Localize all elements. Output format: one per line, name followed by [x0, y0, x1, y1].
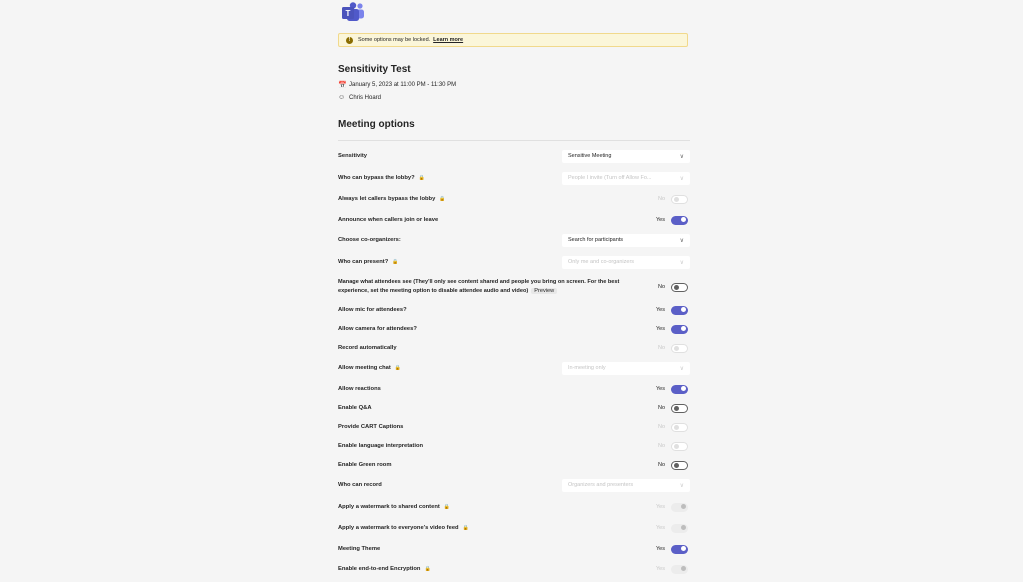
option-label-text: Allow camera for attendees?	[338, 326, 417, 332]
toggle-knob	[681, 566, 686, 571]
lock-icon: 🔒	[443, 504, 451, 510]
divider	[338, 140, 690, 141]
toggle-state-label: Yes	[656, 525, 665, 531]
toggle-state-label: Yes	[656, 386, 665, 392]
option-label	[338, 175, 425, 181]
option-label-text: Who can bypass the lobby?	[338, 175, 415, 181]
option-label	[338, 365, 401, 371]
option-row	[338, 277, 690, 297]
option-toggle[interactable]	[671, 306, 688, 315]
option-toggle[interactable]	[671, 385, 688, 394]
option-label	[338, 546, 380, 552]
option-label-text: Always let callers bypass the lobby	[338, 196, 436, 202]
toggle-knob	[681, 525, 686, 530]
option-row	[338, 500, 690, 514]
lock-icon: 🔒	[418, 175, 425, 181]
toggle-knob	[674, 463, 679, 468]
toggle-knob	[681, 326, 686, 331]
lock-icon: 🔒	[392, 259, 399, 265]
option-dropdown[interactable]	[562, 150, 690, 163]
toggle-knob	[681, 307, 686, 312]
option-label-text: Sensitivity	[338, 153, 367, 159]
option-toggle[interactable]	[671, 325, 688, 334]
option-row	[338, 562, 690, 576]
chevron-down-icon: ∨	[679, 259, 684, 266]
toggle-knob	[674, 285, 679, 290]
chevron-down-icon: ∨	[679, 482, 684, 489]
option-label-text: Allow meeting chat	[338, 365, 391, 371]
option-label-text: Meeting Theme	[338, 546, 381, 552]
option-toggle	[671, 565, 688, 574]
option-row	[338, 171, 690, 185]
option-row	[338, 382, 690, 396]
toggle-knob	[674, 444, 679, 449]
toggle-state-label: No	[657, 345, 665, 351]
option-toggle[interactable]	[671, 461, 688, 470]
option-toggle	[671, 442, 688, 451]
option-row	[338, 439, 690, 453]
option-label-text: Allow mic for attendees?	[338, 307, 407, 313]
option-row	[338, 255, 690, 269]
lock-icon: 🔒	[439, 196, 446, 202]
option-label	[338, 259, 398, 265]
toggle-state-label: Yes	[656, 546, 665, 552]
option-label	[338, 386, 381, 392]
option-row	[338, 233, 690, 247]
option-toggle	[671, 423, 688, 432]
calendar-icon: 📅	[338, 82, 347, 89]
option-toggle	[671, 524, 688, 533]
option-dropdown[interactable]	[562, 234, 690, 247]
option-label	[338, 482, 382, 488]
dropdown-value: Sensitive Meeting	[568, 153, 612, 159]
option-label	[338, 278, 648, 296]
locked-options-banner	[338, 33, 688, 47]
section-title: Meeting options	[338, 119, 415, 130]
option-label-text: Who can present?	[338, 259, 389, 265]
option-row	[338, 361, 690, 375]
option-label-text: Manage what attendees see (They'll only see content shared and people you bring on screen. For the best experience, set the meeting option to disable attendee audio and video) Preview	[338, 279, 620, 294]
option-label-text: Apply a watermark to everyone's video feed	[338, 525, 459, 531]
toggle-knob	[681, 546, 686, 551]
toggle-state-label: Yes	[656, 326, 665, 332]
toggle-knob	[674, 197, 679, 202]
option-label	[338, 237, 401, 243]
toggle-state-label: Yes	[656, 566, 665, 572]
option-label-text: Provide CART Captions	[338, 424, 404, 430]
option-label	[338, 462, 391, 468]
option-row	[338, 401, 690, 415]
svg-text:T: T	[345, 9, 351, 18]
toggle-knob	[681, 217, 686, 222]
option-label-text: Enable end-to-end Encryption	[338, 566, 421, 572]
meeting-title: Sensitivity Test	[338, 64, 411, 75]
option-label	[338, 424, 403, 430]
meeting-datetime	[338, 81, 456, 89]
option-dropdown	[562, 362, 690, 375]
toggle-knob	[674, 346, 679, 351]
toggle-knob	[681, 504, 686, 509]
option-label-text: Announce when callers join or leave	[338, 217, 439, 223]
meeting-organizer-text: Chris Hoard	[349, 94, 382, 101]
dropdown-value: In-meeting only	[568, 365, 606, 371]
lock-icon: 🔒	[462, 525, 469, 531]
toggle-state-label: No	[657, 405, 665, 411]
lock-icon: 🔒	[424, 566, 431, 572]
option-dropdown	[562, 479, 690, 492]
option-label-text: Enable Q&A	[338, 405, 372, 411]
meeting-organizer	[338, 94, 381, 101]
option-label	[338, 443, 423, 449]
option-label-text: Enable language interpretation	[338, 443, 424, 449]
option-row	[338, 478, 690, 492]
toggle-state-label: No	[657, 196, 665, 202]
toggle-state-label: Yes	[656, 504, 665, 510]
info-icon: !	[346, 37, 353, 44]
chevron-down-icon: ∨	[679, 365, 684, 372]
option-label	[338, 345, 397, 351]
option-row	[338, 322, 690, 336]
toggle-state-label: No	[657, 443, 665, 449]
option-label	[338, 405, 372, 411]
option-toggle	[671, 344, 688, 353]
option-row	[338, 192, 690, 206]
option-row	[338, 420, 690, 434]
option-label-text: Choose co-organizers:	[338, 237, 401, 243]
option-row	[338, 213, 690, 227]
person-icon: ☺	[338, 94, 346, 101]
chevron-down-icon: ∨	[679, 237, 684, 244]
dropdown-value: People I invite (Turn off Allow Fo...	[568, 175, 652, 181]
option-toggle[interactable]	[671, 283, 688, 292]
option-label-text: Enable Green room	[338, 462, 392, 468]
option-toggle	[671, 195, 688, 204]
dropdown-value: Search for participants	[568, 237, 624, 243]
toggle-state-label: Yes	[656, 307, 665, 313]
option-toggle[interactable]	[671, 404, 688, 413]
dropdown-value: Only me and co-organizers	[568, 259, 635, 265]
toggle-knob	[674, 406, 679, 411]
option-label	[338, 326, 417, 332]
chevron-down-icon: ∨	[679, 175, 684, 182]
option-row	[338, 542, 690, 556]
learn-more-link[interactable]: Learn more	[433, 37, 464, 43]
option-row	[338, 341, 690, 355]
toggle-state-label: No	[657, 462, 665, 468]
preview-badge: Preview	[531, 288, 557, 294]
option-toggle[interactable]	[671, 545, 688, 554]
option-label	[338, 504, 450, 510]
dropdown-value: Organizers and presenters	[568, 482, 634, 488]
option-label	[338, 217, 438, 223]
toggle-knob	[674, 425, 679, 430]
toggle-state-label: No	[657, 284, 665, 290]
option-row	[338, 521, 690, 535]
toggle-knob	[681, 386, 686, 391]
option-row	[338, 458, 690, 472]
option-dropdown	[562, 172, 690, 185]
option-label-text: Record automatically	[338, 345, 397, 351]
banner-text: Some options may be locked.	[358, 37, 431, 43]
option-label	[338, 196, 446, 202]
option-toggle[interactable]	[671, 216, 688, 225]
teams-logo	[341, 2, 365, 24]
option-toggle	[671, 503, 688, 512]
option-label-text: Who can record	[338, 482, 382, 488]
toggle-state-label: No	[657, 424, 665, 430]
option-label	[338, 566, 431, 572]
meeting-datetime-text: January 5, 2023 at 11:00 PM - 11:30 PM	[349, 82, 457, 88]
toggle-state-label: Yes	[656, 217, 665, 223]
option-label-text: Allow reactions	[338, 386, 381, 392]
lock-icon: 🔒	[394, 365, 402, 371]
option-label-text: Apply a watermark to shared content	[338, 504, 440, 510]
chevron-down-icon: ∨	[679, 153, 684, 160]
option-row	[338, 303, 690, 317]
option-row	[338, 149, 690, 163]
option-dropdown	[562, 256, 690, 269]
option-label	[338, 307, 407, 313]
option-label	[338, 153, 367, 159]
option-label	[338, 525, 469, 531]
